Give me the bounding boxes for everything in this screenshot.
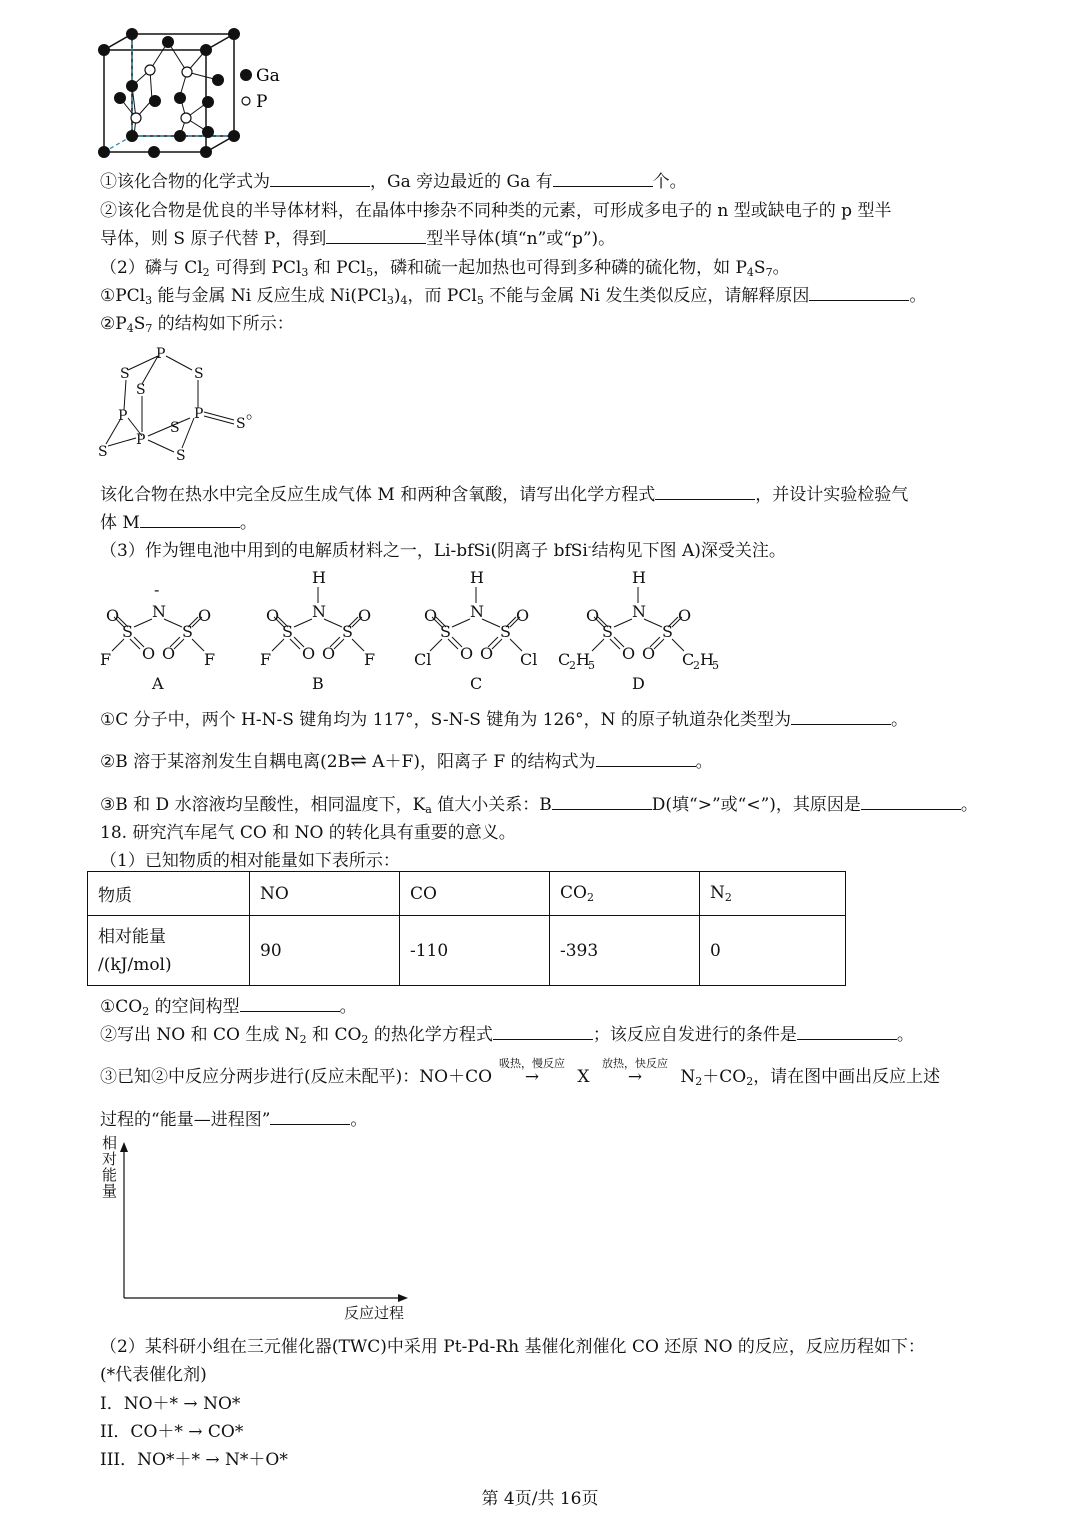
ethyl-sub: 2 <box>693 659 700 672</box>
answer-blank[interactable] <box>596 749 696 767</box>
atom-s: S <box>662 622 673 641</box>
atom-s: S <box>98 444 108 460</box>
q3-sub2: ②B 溶于某溶剂发生自耦电离(2B⇌ A＋F)，阳离子 F 的结构式为 。 <box>100 748 713 772</box>
step-1: I．NO＋* → NO* <box>100 1394 241 1414</box>
ethyl-sub: 2 <box>569 659 576 672</box>
q1-line1 <box>100 167 687 192</box>
atom-p: P <box>156 346 166 362</box>
q1-line2: ②该化合物是优良的半导体材料，在晶体中掺杂不同种类的元素，可形成多电子的 n 型或缺电子的 p 型半 <box>100 201 892 221</box>
q18-sub3-line2: 过程的“能量—进程图” 。 <box>100 1105 367 1130</box>
table-cell: 0 <box>700 916 846 986</box>
table-row <box>88 916 846 986</box>
q18-title: 18. 研究汽车尾气 CO 和 NO 的转化具有重要的意义。 <box>100 823 516 843</box>
ethyl-c: C <box>682 650 695 669</box>
y-axis-label: 能 <box>102 1166 118 1184</box>
atom-o: O <box>622 644 636 663</box>
atom-s: S <box>170 420 180 436</box>
atom-n: N <box>152 602 166 621</box>
atom-o: O <box>198 606 212 625</box>
crystal-structure-figure <box>90 28 290 163</box>
answer-blank[interactable] <box>861 792 961 810</box>
energy-graph[interactable] <box>96 1134 426 1324</box>
atom-o: O <box>106 606 120 625</box>
q18-part2-line1: （2）某科研小组在三元催化器(TWC)中采用 Pt-Pd-Rh 基催化剂催化 CO 还原 NO 的反应，反应历程如下： <box>100 1337 925 1357</box>
atom-f: F <box>204 650 216 669</box>
q18-part2-line2: (*代表催化剂) <box>100 1365 207 1385</box>
table-cell: 90 <box>250 916 400 986</box>
q1-line3 <box>100 224 615 249</box>
ethyl-c: C <box>558 650 571 669</box>
q1-text-a: ①该化合物的化学式为 <box>100 172 270 192</box>
answer-blank[interactable] <box>797 1022 897 1040</box>
anion-charge: - <box>154 580 160 599</box>
answer-blank[interactable] <box>326 226 426 244</box>
p4s7-structure <box>90 340 270 470</box>
atom-cl: Cl <box>414 650 432 669</box>
answer-blank[interactable] <box>240 994 340 1012</box>
q3-sub1: ①C 分子中，两个 H-N-S 键角均为 117°，S-N-S 键角为 126°，N 的原子轨道杂化类型为 。 <box>100 705 908 730</box>
atom-f: F <box>100 650 112 669</box>
struct-period: 。 <box>246 403 263 423</box>
q3-intro: （3）作为锂电池中用到的电解质材料之一，Li-bfSi(阴离子 bfSi-结构见下图 A)深受关注。 <box>100 540 786 561</box>
arrow-label: 吸热，慢反应 <box>499 1057 566 1070</box>
molecule-label: A <box>152 674 164 693</box>
answer-blank[interactable] <box>270 169 370 187</box>
atom-p: P <box>118 408 128 424</box>
atom-o: O <box>516 606 530 625</box>
bond <box>614 619 632 627</box>
page-footer: 第 4页/共 16页 <box>481 1489 599 1509</box>
step-3: III．NO*＋* → N*＋O* <box>100 1450 288 1470</box>
molecule-label: C <box>470 674 483 693</box>
atom-h: H <box>470 568 484 587</box>
atom-o: O <box>678 606 692 625</box>
q1-text: 型半导体(填“n”或“p”)。 <box>426 229 616 249</box>
table-cell: -110 <box>400 916 550 986</box>
atom-s: S <box>182 622 193 641</box>
reaction-arrow: → <box>627 1067 643 1087</box>
answer-blank[interactable] <box>552 792 652 810</box>
atom-s: S <box>194 366 204 382</box>
atom-s: S <box>176 448 186 464</box>
atom-s: S <box>120 366 130 382</box>
atom-o: O <box>460 644 474 663</box>
atom-f: F <box>364 650 376 669</box>
y-axis-label: 对 <box>102 1150 118 1168</box>
q18-sub3: ③已知②中反应分两步进行(反应未配平)：NO＋CO 吸热，慢反应 → X 放热，快反应 → $N_2+CO_2$，请在图中画出反应上述 <box>100 1057 941 1088</box>
table-cell: 相对能量 /(kJ/mol) <box>88 916 250 986</box>
molecules-figure <box>90 565 770 695</box>
atom-s: S <box>342 622 353 641</box>
y-axis-arrow <box>120 1142 128 1152</box>
atom-o: O <box>162 644 176 663</box>
q1-text: 导体，则 S 原子代替 P，得到 <box>100 229 327 249</box>
atom-f: F <box>260 650 272 669</box>
atom-h: H <box>312 568 326 587</box>
answer-blank[interactable] <box>655 482 755 500</box>
q18-sub1: $①CO_2$ 的空间构型 。 <box>100 992 357 1018</box>
ethyl-sub: 5 <box>712 659 719 672</box>
table-header-row <box>88 872 846 916</box>
atom-o: O <box>266 606 280 625</box>
atom-o: O <box>322 644 336 663</box>
y-axis-label: 相 <box>102 1134 118 1152</box>
atom-o: O <box>642 644 656 663</box>
bond <box>482 619 500 627</box>
equilibrium-arrow: ⇌ <box>350 748 367 772</box>
table-cell: 物质 <box>88 872 250 916</box>
reaction-arrow: → <box>524 1067 540 1087</box>
table-cell: CO <box>400 872 550 916</box>
atom-s: S <box>122 622 133 641</box>
legend-ga: Ga <box>256 66 280 86</box>
molecule-label: D <box>632 674 645 693</box>
q18-part1: （1）已知物质的相对能量如下表所示： <box>100 851 400 871</box>
atom-s: S <box>282 622 293 641</box>
step-2: II．CO＋* → CO* <box>100 1422 244 1442</box>
ethyl-h: H <box>700 650 714 669</box>
q2-after2: 体 M 。 <box>100 508 257 533</box>
x-axis-arrow <box>398 1294 408 1302</box>
atom-o: O <box>586 606 600 625</box>
answer-blank[interactable] <box>809 283 909 301</box>
bond <box>294 619 312 627</box>
atom-p: P <box>136 432 146 448</box>
x-axis-label: 反应过程 <box>344 1304 405 1322</box>
atom-o: O <box>142 644 156 663</box>
q2-intro: （2）磷与 $Cl_2$ 可得到 PCl$_3$ 和 PCl$_5$，磷和硫一起加热也可得到多种磷的硫化物，如 $P_4S_7$。 <box>100 258 790 279</box>
atom-cl: Cl <box>520 650 538 669</box>
atom-o: O <box>302 644 316 663</box>
table-cell: -393 <box>550 916 700 986</box>
bond <box>192 639 204 651</box>
energy-table <box>87 871 846 986</box>
answer-blank[interactable] <box>791 707 891 725</box>
atom-s: S <box>500 622 511 641</box>
bond <box>352 639 364 651</box>
molecule-label: B <box>312 674 324 693</box>
atom-s: S <box>136 382 146 398</box>
atom-p: P <box>194 406 204 422</box>
atom-n: N <box>312 602 326 621</box>
answer-blank[interactable] <box>270 1107 350 1125</box>
atom-s: S <box>236 416 246 432</box>
atom-h: H <box>632 568 646 587</box>
bond <box>134 619 152 627</box>
q18-sub2: ②写出 NO 和 CO 生成 $N_2$ 和 $CO_2$ 的热化学方程式 ；该反应自发进行的条件是 。 <box>100 1020 914 1046</box>
legend-p: P <box>256 92 268 112</box>
ethyl-h: H <box>576 650 590 669</box>
q2-after1: 该化合物在热水中完全反应生成气体 M 和两种含氧酸，请写出化学方程式 ，并设计实验检验气 <box>100 480 908 505</box>
q1-text-c: 个。 <box>652 172 687 192</box>
answer-blank[interactable] <box>553 169 653 187</box>
atom-s: S <box>440 622 451 641</box>
y-axis-label: 量 <box>102 1182 118 1200</box>
atom-n: N <box>470 602 484 621</box>
atom-o: O <box>358 606 372 625</box>
table-cell: $N_2$ <box>700 872 846 916</box>
atom-s: S <box>602 622 613 641</box>
arrow-label: 放热，快反应 <box>601 1057 668 1070</box>
table-cell: $CO_2$ <box>550 872 700 916</box>
q2-sub2: $②P_4S_7$ 的结构如下所示： <box>100 314 294 335</box>
atom-o: O <box>480 644 494 663</box>
bond <box>324 619 342 627</box>
bond <box>164 619 182 627</box>
answer-blank[interactable] <box>140 510 240 528</box>
table-cell: NO <box>250 872 400 916</box>
q3-sub3: ③B 和 D 水溶液均呈酸性，相同温度下，$K_a$ 值大小关系：B D(填“>”或“<”)，其原因是 。 <box>100 790 978 816</box>
ethyl-sub: 5 <box>588 659 595 672</box>
atom-n: N <box>632 602 646 621</box>
atom-o: O <box>424 606 438 625</box>
answer-blank[interactable] <box>493 1022 593 1040</box>
bond <box>452 619 470 627</box>
q1-text-b: ，Ga 旁边最近的 Ga 有 <box>370 172 553 192</box>
q2-sub1: ①PCl$_3$ 能与金属 Ni 反应生成 $Ni(PCl_3)_4$，而 PCl$_5$ 不能与金属 Ni 发生类似反应，请解释原因 。 <box>100 281 926 307</box>
bond <box>644 619 662 627</box>
